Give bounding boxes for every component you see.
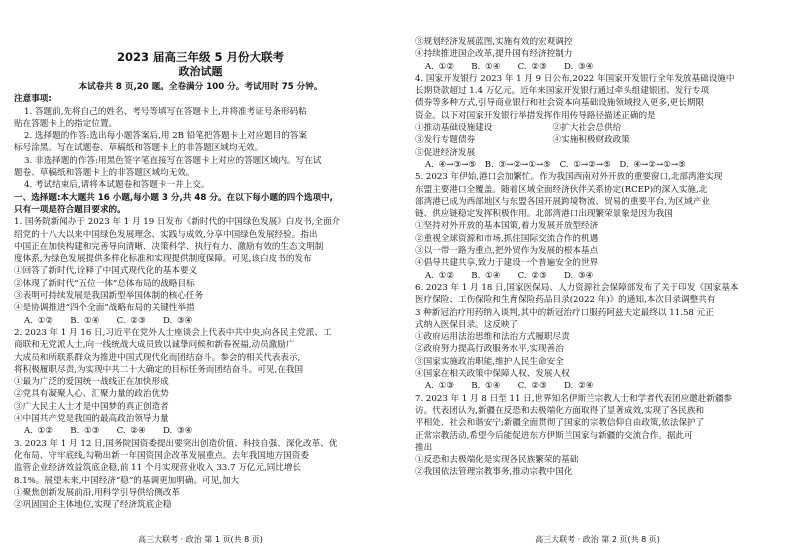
question-text: 商联和无党派人士,向一线统战大成员致以诚挚问候和新春祝福,动员激励广 xyxy=(14,340,295,351)
exam-title: 2023 届高三年级 5 月份大联考 xyxy=(116,50,285,64)
question-4 xyxy=(415,73,780,171)
statement-item: ③广大民主人士才是中国梦的真正创造者 xyxy=(14,401,169,412)
page-footer: 高三大联考 · 政治 第 1 页(共 8 页) xyxy=(138,535,263,544)
question-text: 1. 国务院新闻办于 2023 年 1 月 19 日发布《新时代的中国绿色发展》白皮书,全面介 xyxy=(14,217,341,228)
question-text: 医疗保险、工伤保险和生育保险药品目录(2022 年)》的通知,本次目录调整共有 xyxy=(415,295,716,306)
statement-item: ③规划经济发展蓝图,实施有效的宏观调控 xyxy=(415,37,573,47)
statement-item: ④国家在相关政策中保障人权、发展人权 xyxy=(415,369,570,380)
notice-line: 标号涂黑。写在试题卷、草稿纸和答题卡上的非答题区域均无效。 xyxy=(14,143,264,154)
statement-item: ④是协调推进“四个全面”战略布局的关键性举措 xyxy=(14,303,195,314)
question-text: 推出 xyxy=(415,442,433,453)
question-3 xyxy=(14,438,387,512)
statement-item: ⑤促进经济发展 xyxy=(415,147,476,158)
answer-options: A. ①② B. ①④ C. ②③ D. ③④ xyxy=(425,61,594,72)
answer-options: A. ①② B. ①④ C. ②③ D. ③④ xyxy=(425,270,594,281)
question-text: 4. 国家开发银行 2023 年 1 月 9 日公布,2022 年国家开发银行全年发放基础设施中 xyxy=(415,73,735,84)
notice-heading: 注意事项: xyxy=(14,94,52,105)
statement-item: ③发行专题债券 ④实施积极财政政策 xyxy=(415,135,630,146)
section-heading-cont: 只有一项是符合题目要求的。 xyxy=(14,204,126,215)
statement-item: ②我国依法管理宗教事务,推动宗教中国化 xyxy=(415,467,573,478)
question-text: 监管企业经济效益筑底企稳,前 11 个月实现营业收入 33.7 万亿元,同比增长 xyxy=(14,463,302,474)
question-text: 绍党的十八大以来中国绿色发展理念、实践与成效,分享中国绿色发展经验。指出 xyxy=(14,229,318,240)
question-text: 将积极履职尽责,为实现中共二十大确定的目标任务而团结奋斗。可见,在我国 xyxy=(14,364,304,375)
question-text: 化布局、守牢底线,勾勒出新一年国资国企改革发展重点。去年我国地方国资委 xyxy=(14,450,309,461)
question-text: 中国正在加快构建和完善导向清晰、决策科学、执行有力、激励有效的生态文明制 xyxy=(14,241,324,252)
notice-line: 4. 考试结束后,请将本试题卷和答题卡一并上交。 xyxy=(24,180,210,191)
question-text: 平相处、社会和谐安宁;新疆全面贯彻了国家的宗教信仰自由政策,依法保护了 xyxy=(415,418,705,429)
answer-options: A. ①③ B. ①④ C. ②③ D. ②④ xyxy=(425,381,594,392)
statement-item: ①最为广泛的爱国统一战线正在加快形成 xyxy=(14,377,169,388)
question-text: 8.1%。展望未来,中国经济“稳”的基调更加明确。可见,加大 xyxy=(14,475,240,486)
question-1 xyxy=(14,216,387,327)
question-text: 东盟主要港口全覆盖。随着区域全面经济伙伴关系协定(RCEP)的深入实施,北 xyxy=(415,184,708,195)
question-text: 度体系,为绿色发展提供多样化标准和实现提供制度保障。可见,该白皮书的发布 xyxy=(14,254,312,265)
question-text: 3 种新冠治疗用药纳入谈判,其中的新冠治疗口服药阿兹夫定最终以 11.58 元正 xyxy=(415,307,714,318)
right-page xyxy=(401,0,794,551)
exam-intro: 本试卷共 8 页,20 题。全卷满分 100 分。考试用时 75 分钟。 xyxy=(78,82,323,92)
question-text: 2. 2023 年 1 月 16 日,习近平在党外人士座谈会上代表中共中央,向各民主党派、工 xyxy=(14,327,332,338)
notice-line: 题卷、草稿纸和答题卡上的非答题区域均无效。 xyxy=(14,168,195,179)
answer-options: A. ④→③→⑤ B. ③→②→①→⑤ C. ①→②→⑤ D. ④→②→①→⑤ xyxy=(425,159,686,170)
statement-item: ②重视全球资源和市场,抓住国际交流合作的机遇 xyxy=(415,233,599,244)
notice-list xyxy=(14,106,387,192)
question-text: 部湾港已成为西部地区与东盟各国开展跨境物流、贸易的重要平台,为区域产业 xyxy=(415,196,710,207)
statement-item: ①政府运用法治思维和法治方式履职尽责 xyxy=(415,332,570,343)
question-2 xyxy=(14,327,387,438)
question-text: 式纳入医保目录。这反映了 xyxy=(415,319,519,330)
statement-item: ①聚焦创新发展前沿,用科学引导供给侧改革 xyxy=(14,487,181,498)
question-6 xyxy=(415,282,780,393)
statement-item: ③国家实施政治职能,维护人民生命安全 xyxy=(415,356,564,367)
statement-item: ②体现了新时代“五位一体”总体布局的战略目标 xyxy=(14,278,195,289)
question-text: 访。代表团认为,新疆在反恐和去极端化方面取得了显著成效,实现了各民族和 xyxy=(415,405,705,416)
statement-item: ②巩固国企主体地位,实现了经济筑底企稳 xyxy=(14,500,172,511)
statement-item: ①坚持对外开放的基本国策,着力发展开放型经济 xyxy=(415,221,599,232)
answer-options: A. ①② B. ①③ C. ②④ D. ③④ xyxy=(24,426,193,437)
statement-item: ②政府努力提高行政服务水平,实现善治 xyxy=(415,344,564,355)
notice-line: 1. 答题前,先将自己的姓名、考号等填写在答题卡上,并将准考证号条形码粘 xyxy=(24,106,307,117)
question-text: 正常宗教活动,希望今后能促进东方伊斯兰国家与新疆的交流合作。据此可 xyxy=(415,430,693,441)
notice-line: 3. 非选择题的作答:用黑色签字笔直接写在答题卡上对应的答题区域内。写在试 xyxy=(24,155,322,166)
exam-subject: 政治试题 xyxy=(178,65,223,78)
question-text: 大成员和所联系群众为推进中国式现代化而团结奋斗。参会的相关代表表示, xyxy=(14,352,301,363)
question-text: 3. 2023 年 1 月 12 日,国务院国资委提出要突出创造价值、科技自强、深化改革、优 xyxy=(14,438,338,449)
statement-item: ③表明可持续发展是我国新型举国体制的核心任务 xyxy=(14,291,204,302)
statement-item: ④持续推进国企改革,提升国有经济控制力 xyxy=(415,49,573,60)
question-text: 7. 2023 年 1 月 8 日至 11 日,世界知名伊斯兰宗教人士和学者代表团应邀赴新疆参 xyxy=(415,393,733,404)
statement-item: ①推动基础设施建设 ②扩大社会总供给 xyxy=(415,123,622,134)
page-footer: 高三大联考 · 政治 第 2 页(共 8 页) xyxy=(535,535,660,544)
question-text: 债券等多种方式,引导商业银行和社会资本向基础设施领域投入更多,更长期限 xyxy=(415,98,705,109)
question-text: 6. 2023 年 1 月 18 日,国家医保局、人力资源社会保障部发布了关于印发《国家基本 xyxy=(415,282,739,293)
statement-item: ③以一带一路为重点,把外贸作为发展的根本基点 xyxy=(415,246,599,257)
notice-line: 贴在答题卡上的指定位置。 xyxy=(14,118,118,129)
question-text: 链、供应链稳定发挥积极作用。北部湾港口出现繁荣景象是因为我国 xyxy=(415,209,673,220)
notice-line: 2. 选择题的作答:选出每小题答案后,用 2B 铅笔把答题卡上对应题目的答案 xyxy=(24,131,308,142)
section-heading: 一、选择题:本大题共 16 小题,每小题 3 分,共 48 分。在以下每小题的四个选项中, xyxy=(14,192,333,203)
question-7 xyxy=(415,393,780,479)
statement-item: ①反恐和去极端化是实现各民族繁荣的基础 xyxy=(415,455,579,466)
statement-item: ②党具有凝聚人心、汇聚力量的政治优势 xyxy=(14,389,169,400)
question-text: 长期贷款超过 1.4 万亿元。近年来国家开发银行通过牵头组建银团、发行专项 xyxy=(415,86,710,97)
statement-item: ④中国共产党是我国的最高政治领导力量 xyxy=(14,414,169,425)
question-3-cont xyxy=(415,36,780,73)
question-5 xyxy=(415,171,780,282)
statement-item: ④倡导共建共享,致力于建设一个普遍安全的世界 xyxy=(415,258,599,269)
answer-options: A. ①② B. ①④ C. ②③ D. ③④ xyxy=(24,315,193,326)
statement-item: ①回答了新时代,诠释了中国式现代化的基本要义 xyxy=(14,266,198,277)
question-text: 资金。以下对国家开发银行举措发挥作用传导路径描述正确的是 xyxy=(415,110,656,121)
question-text: 5. 2023 年伊始,港口会加繁忙。作为我国西南对外开放的重要窗口,北部湾港实现 xyxy=(415,172,723,183)
